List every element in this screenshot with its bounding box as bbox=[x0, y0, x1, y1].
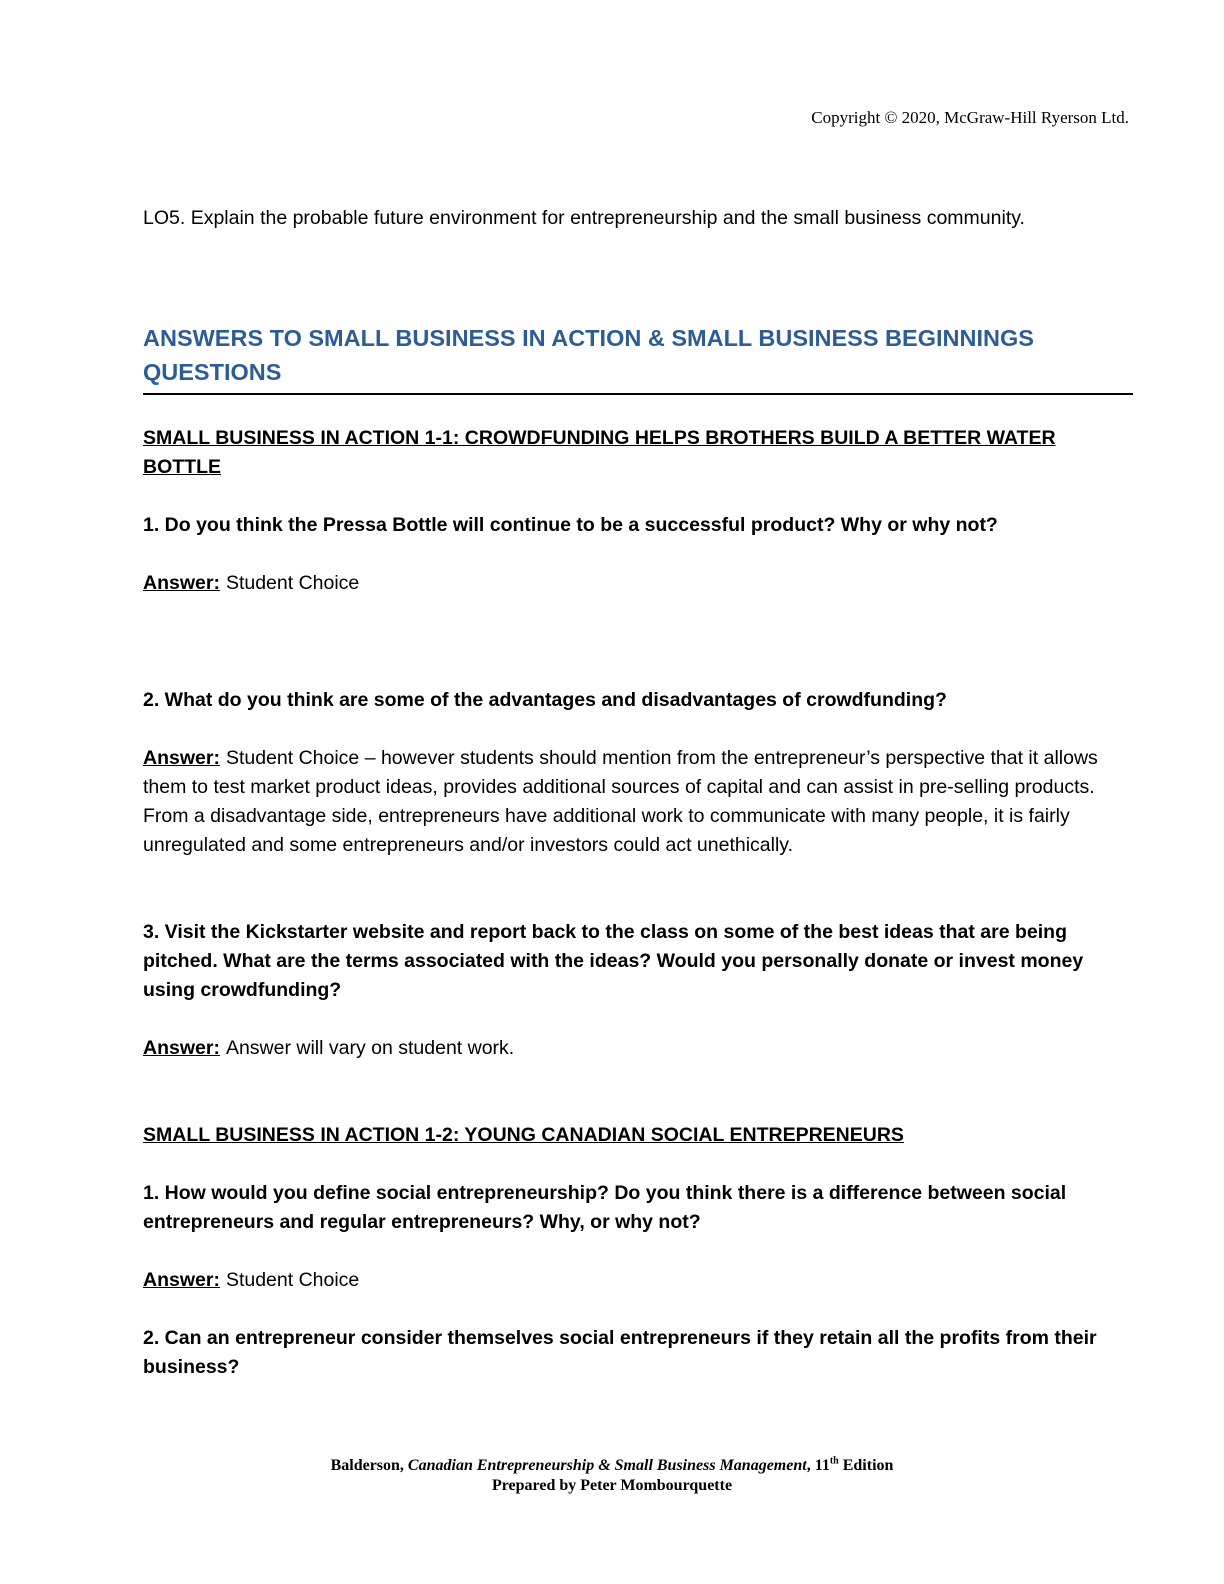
footer-edition-number: , 11 bbox=[806, 1457, 830, 1474]
learning-objective: LO5. Explain the probable future environment for entrepreneurship and the small business community. bbox=[143, 207, 1025, 229]
answer-text: Student Choice bbox=[225, 572, 360, 594]
sba-1-1-title: SMALL BUSINESS IN ACTION 1-1: CROWDFUNDING HELPS BROTHERS BUILD A BETTER WATER BOTTLE bbox=[143, 427, 1056, 478]
footer-book-title: Canadian Entrepreneurship & Small Business Management bbox=[407, 1457, 807, 1474]
answer-label: Answer: bbox=[143, 1037, 220, 1059]
sba-1-1-question-3: 3. Visit the Kickstarter website and report back to the class on some of the best ideas that are being pitched. What are the terms associated with the ideas? Would you personally donate or invest money using crowdfunding? bbox=[143, 921, 1084, 1001]
sba-1-1-answer-1 bbox=[143, 569, 1133, 598]
sba-1-1-question-1: 1. Do you think the Pressa Bottle will continue to be a successful product? Why or why not? bbox=[143, 514, 998, 536]
answer-label: Answer: bbox=[143, 747, 220, 769]
answer-text: Student Choice – however students should mention from the entrepreneur’s perspective that it allows them to test market product ideas, provides additional sources of capital and can assist in pre-selling products. From a disadvantage side, entrepreneurs have additional work to communicate with many people, it is fairly unregulated and some entrepreneurs and/or investors could act unethically. bbox=[143, 747, 1098, 856]
footer-prepared-by: Prepared by Peter Mombourquette bbox=[491, 1477, 733, 1494]
answer-text: Answer will vary on student work. bbox=[225, 1037, 515, 1059]
sba-1-1-answer-2 bbox=[143, 744, 1133, 860]
sba-1-2-question-1: 1. How would you define social entrepreneurship? Do you think there is a difference between social entrepreneurs and regular entrepreneurs? Why, or why not? bbox=[143, 1182, 1067, 1233]
footer-edition-word: Edition bbox=[838, 1457, 894, 1474]
page-footer bbox=[0, 1456, 1224, 1496]
sba-1-2-question-2: 2. Can an entrepreneur consider themselves social entrepreneurs if they retain all the profits from their business? bbox=[143, 1327, 1097, 1378]
sba-1-1-answer-3 bbox=[143, 1034, 1133, 1063]
footer-edition-suffix: th bbox=[829, 1455, 839, 1467]
footer-citation bbox=[0, 1456, 1224, 1476]
copyright-notice: Copyright © 2020, McGraw-Hill Ryerson Ltd. bbox=[811, 108, 1129, 127]
footer-author: Balderson, bbox=[330, 1457, 404, 1474]
answer-text: Student Choice bbox=[225, 1269, 360, 1291]
sba-1-2-title: SMALL BUSINESS IN ACTION 1-2: YOUNG CANADIAN SOCIAL ENTREPRENEURS bbox=[143, 1124, 904, 1146]
section-heading: ANSWERS TO SMALL BUSINESS IN ACTION & SMALL BUSINESS BEGINNINGS QUESTIONS bbox=[143, 321, 1133, 395]
page-content bbox=[143, 204, 1133, 1411]
answer-label: Answer: bbox=[143, 572, 220, 594]
sba-1-1-question-2: 2. What do you think are some of the advantages and disadvantages of crowdfunding? bbox=[143, 689, 947, 711]
sba-1-2-answer-1 bbox=[143, 1266, 1133, 1295]
answer-label: Answer: bbox=[143, 1269, 220, 1291]
